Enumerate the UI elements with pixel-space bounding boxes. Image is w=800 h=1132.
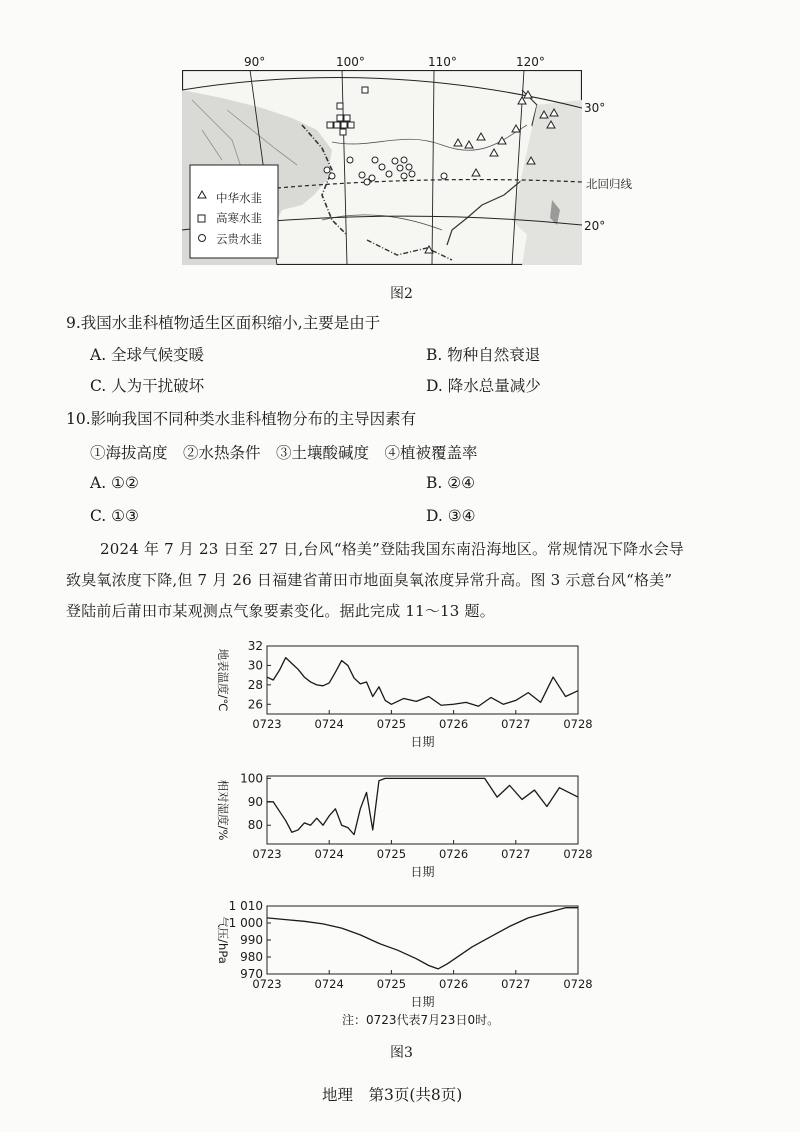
y-tick-label: 1 010 bbox=[228, 899, 263, 913]
tropic-label: 北回归线 bbox=[586, 177, 632, 191]
x-tick-label: 0724 bbox=[314, 717, 344, 731]
q10-option-d: D. ③④ bbox=[426, 507, 476, 525]
plot-frame bbox=[267, 906, 578, 974]
x-tick-label: 0724 bbox=[314, 847, 344, 861]
y-tick-label: 1 000 bbox=[228, 916, 263, 930]
y-tick-label: 28 bbox=[247, 677, 263, 692]
legend-item-alpine-quillwort: 高寒水韭 bbox=[216, 211, 262, 225]
figure-2-caption: 图2 bbox=[390, 286, 413, 302]
q9-option-c: C. 人为干扰破坏 bbox=[90, 377, 205, 395]
x-tick-label: 0726 bbox=[438, 717, 469, 731]
q10-option-a: A. ①② bbox=[90, 474, 139, 492]
lon-label-90: 90° bbox=[244, 55, 266, 69]
x-tick-label: 0725 bbox=[376, 977, 407, 991]
x-tick-label: 0725 bbox=[376, 717, 407, 731]
series-line bbox=[267, 778, 578, 834]
y-tick-label: 30 bbox=[247, 658, 263, 673]
y-axis-label: 相对湿度/% bbox=[216, 779, 230, 841]
passage-line-2: 致臭氧浓度下降,但 7 月 26 日福建省莆田市地面臭氧浓度异常升高。图 3 示意台风“格美” bbox=[66, 571, 673, 589]
x-tick-label: 0728 bbox=[563, 977, 593, 991]
y-tick-label: 90 bbox=[247, 794, 263, 809]
legend-item-chinese-quillwort: 中华水韭 bbox=[216, 191, 262, 205]
lat-label-20: 20° bbox=[584, 219, 606, 233]
q9-option-b: B. 物种自然衰退 bbox=[426, 346, 541, 364]
y-tick-label: 80 bbox=[247, 818, 263, 833]
q10-factors: ①海拔高度 ②水热条件 ③土壤酸碱度 ④植被覆盖率 bbox=[90, 444, 478, 462]
q9-stem: 9.我国水韭科植物适生区面积缩小,主要是由于 bbox=[66, 314, 381, 332]
x-tick-label: 0728 bbox=[563, 847, 593, 861]
x-axis-label: 日期 bbox=[410, 735, 435, 749]
x-tick-label: 0723 bbox=[252, 717, 282, 731]
q9-option-d: D. 降水总量减少 bbox=[426, 377, 541, 395]
x-tick-label: 0726 bbox=[438, 977, 469, 991]
lon-label-100: 100° bbox=[336, 55, 365, 69]
y-axis-label: 气压/hPa bbox=[216, 916, 230, 964]
q10-option-b: B. ②④ bbox=[426, 474, 476, 492]
x-tick-label: 0727 bbox=[501, 847, 531, 861]
figure-3-note: 注：0723代表7月23日0时。 bbox=[342, 1013, 500, 1027]
x-tick-label: 0727 bbox=[501, 717, 531, 731]
series-line bbox=[267, 908, 578, 969]
y-tick-label: 100 bbox=[240, 771, 263, 786]
x-tick-label: 0728 bbox=[563, 717, 593, 731]
plot-frame bbox=[267, 776, 578, 844]
series-line bbox=[267, 658, 578, 707]
x-axis-label: 日期 bbox=[410, 995, 435, 1009]
lon-label-120: 120° bbox=[516, 55, 545, 69]
y-tick-label: 26 bbox=[247, 697, 263, 712]
x-tick-label: 0724 bbox=[314, 977, 344, 991]
y-tick-label: 32 bbox=[247, 639, 263, 653]
x-axis-label: 日期 bbox=[410, 865, 435, 879]
passage-line-3: 登陆前后莆田市某观测点气象要素变化。据此完成 11～13 题。 bbox=[66, 602, 495, 620]
chart-air-pressure bbox=[205, 898, 600, 1013]
page-footer: 地理 第3页(共8页) bbox=[322, 1086, 463, 1104]
legend-item-yungui-quillwort: 云贵水韭 bbox=[216, 232, 262, 246]
x-tick-label: 0727 bbox=[501, 977, 531, 991]
figure-3-caption: 图3 bbox=[390, 1045, 413, 1061]
q10-option-c: C. ①③ bbox=[90, 507, 139, 525]
y-axis-label: 地表温度/℃ bbox=[216, 648, 230, 712]
chart-relative-humidity bbox=[205, 768, 600, 883]
q10-stem: 10.影响我国不同种类水韭科植物分布的主导因素有 bbox=[66, 410, 417, 428]
passage-line-1: 2024 年 7 月 23 日至 27 日,台风“格美”登陆我国东南沿海地区。常规情况下降水会导 bbox=[100, 540, 684, 558]
q9-option-a: A. 全球气候变暖 bbox=[90, 346, 205, 364]
y-tick-label: 970 bbox=[240, 967, 263, 981]
x-tick-label: 0723 bbox=[252, 847, 282, 861]
y-tick-label: 990 bbox=[240, 933, 263, 947]
lon-label-110: 110° bbox=[428, 55, 457, 69]
y-tick-label: 980 bbox=[240, 950, 263, 964]
x-tick-label: 0723 bbox=[252, 977, 282, 991]
plot-frame bbox=[267, 646, 578, 714]
chart-surface-temperature bbox=[205, 638, 600, 753]
lat-label-30: 30° bbox=[584, 101, 606, 115]
x-tick-label: 0725 bbox=[376, 847, 407, 861]
x-tick-label: 0726 bbox=[438, 847, 469, 861]
